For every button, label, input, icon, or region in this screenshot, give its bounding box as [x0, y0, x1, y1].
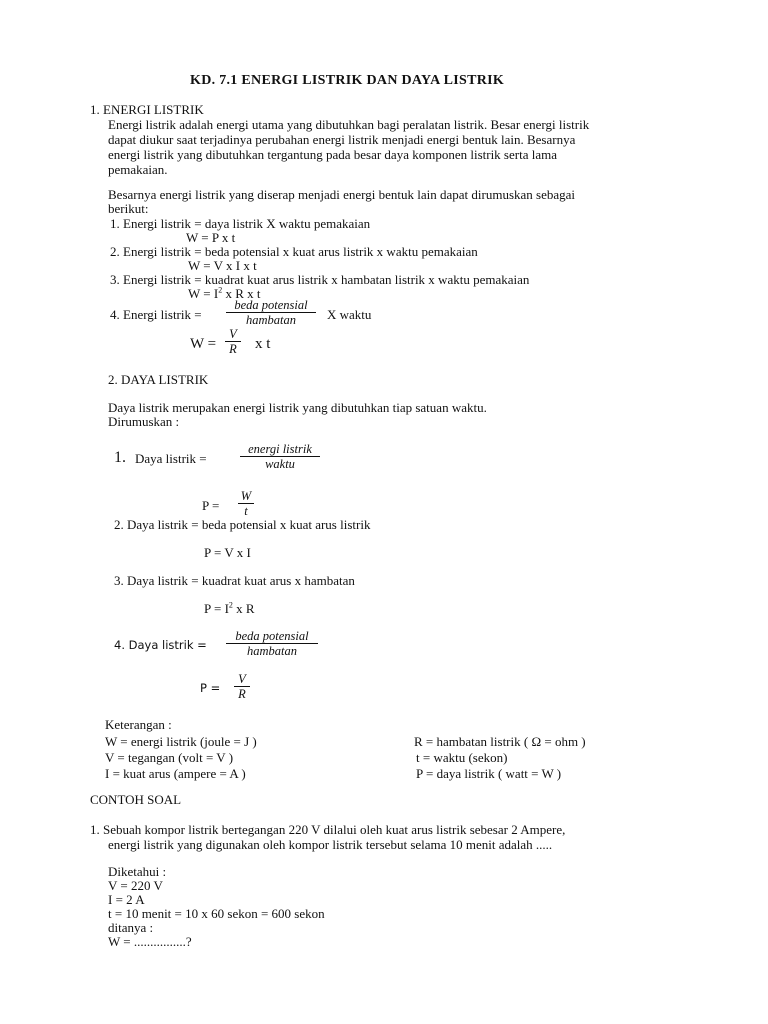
formula-1-text: 1. Energi listrik = daya listrik X waktu pemakaian: [110, 216, 371, 231]
intro-line-1: Energi listrik adalah energi utama yang dibutuhkan bagi peralatan listrik. Besar energi listrik: [108, 117, 590, 132]
known-time: t = 10 menit = 10 x 60 sekon = 600 sekon: [108, 906, 325, 921]
question-1-line-2: energi listrik yang digunakan oleh kompor listrik tersebut selama 10 menit adalah .....: [108, 837, 553, 852]
daya-1-number: 1.: [114, 449, 126, 466]
fraction-numerator: energi listrik: [248, 442, 312, 456]
intro-line-2: dapat diukur saat terjadinya perubahan energi listrik menjadi energi bentuk lain. Besarnya: [108, 132, 576, 147]
section-2-heading: 2. DAYA LISTRIK: [108, 372, 209, 387]
daya-4-eq-p: P =: [200, 681, 221, 695]
keterangan-right-3: P = daya listrik ( watt = W ): [416, 766, 562, 781]
daya-3-text: 3. Daya listrik = kuadrat kuat arus x hambatan: [114, 573, 355, 588]
diketahui-label: Diketahui :: [108, 864, 167, 879]
ditanya-label: ditanya :: [108, 920, 154, 935]
daya-1-fraction: [240, 442, 320, 471]
daya-1-label: Daya listrik =: [135, 451, 207, 466]
fraction-numerator: V: [238, 672, 246, 686]
fraction-denominator: R: [234, 686, 250, 701]
formula-2-equation: W = V x I x t: [188, 258, 257, 273]
daya-2-text: 2. Daya listrik = beda potensial x kuat arus listrik: [114, 517, 371, 532]
intro-line-4: pemakaian.: [108, 162, 168, 177]
daya-4-label: 4. Daya listrik =: [114, 638, 207, 652]
fraction-denominator: waktu: [240, 456, 320, 471]
keterangan-left-2: V = tegangan (volt = V ): [105, 750, 234, 765]
section-1-heading: 1. ENERGI LISTRIK: [90, 102, 204, 117]
fraction-denominator: R: [225, 341, 241, 356]
intro2-line-1: Besarnya energi listrik yang diserap menjadi energi bentuk lain dapat dirumuskan sebagai: [108, 187, 576, 202]
daya-2-equation: P = V x I: [204, 545, 251, 560]
keterangan-right-1: R = hambatan listrik ( Ω = ohm ): [414, 734, 586, 749]
keterangan-right-2: t = waktu (sekon): [416, 750, 508, 765]
daya-4-fraction: [226, 629, 318, 658]
dirumuskan-label: Dirumuskan :: [108, 414, 180, 429]
formula-2-text: 2. Energi listrik = beda potensial x kuat arus listrik x waktu pemakaian: [110, 244, 478, 259]
fraction-numerator: W: [240, 489, 252, 503]
fraction-numerator: beda potensial: [235, 629, 309, 643]
asked-energy: W = ................?: [108, 934, 192, 949]
formula-3-text: 3. Energi listrik = kuadrat kuat arus listrik x hambatan listrik x waktu pemakaian: [110, 272, 530, 287]
daya-4-eq-fraction: [234, 672, 250, 701]
daya-3-equation: $P = I^2$ x R: [204, 600, 255, 616]
formula-4-fraction: [226, 298, 316, 327]
daya-intro: Daya listrik merupakan energi listrik yang dibutuhkan tiap satuan waktu.: [108, 400, 487, 415]
fraction-denominator: t: [238, 503, 254, 518]
fraction-numerator: beda potensial: [234, 298, 308, 312]
formula-4-eq-tail: x t: [255, 336, 271, 352]
daya-1-eq-fraction: [238, 489, 254, 518]
daya-1-eq-p: P =: [202, 498, 220, 513]
keterangan-left-3: I = kuat arus (ampere = A ): [105, 766, 246, 781]
page-title: KD. 7.1 ENERGI LISTRIK DAN DAYA LISTRIK: [190, 73, 505, 88]
keterangan-heading: Keterangan :: [105, 717, 172, 732]
formula-4-label: 4. Energi listrik =: [110, 307, 202, 322]
intro-line-3: energi listrik yang dibutuhkan tergantung pada besar daya komponen listrik serta lama: [108, 147, 557, 162]
formula-3-equation: $W = I^2$ x R x t: [188, 285, 261, 301]
keterangan-left-1: W = energi listrik (joule = J ): [105, 734, 257, 749]
formula-4-tail: X waktu: [327, 307, 372, 322]
fraction-denominator: hambatan: [226, 312, 316, 327]
intro2-line-2: berikut:: [108, 201, 149, 216]
formula-4-eq-w: W =: [190, 336, 217, 352]
contoh-soal-heading: CONTOH SOAL: [90, 792, 182, 807]
known-current: I = 2 A: [108, 892, 145, 907]
known-voltage: V = 220 V: [108, 878, 163, 893]
formula-1-equation: W = P x t: [186, 230, 236, 245]
formula-4-eq-fraction: [225, 327, 241, 356]
question-1-line-1: 1. Sebuah kompor listrik bertegangan 220 V dilalui oleh kuat arus listrik sebesar 2 Ampere,: [90, 822, 566, 837]
fraction-denominator: hambatan: [226, 643, 318, 658]
fraction-numerator: V: [229, 327, 237, 341]
